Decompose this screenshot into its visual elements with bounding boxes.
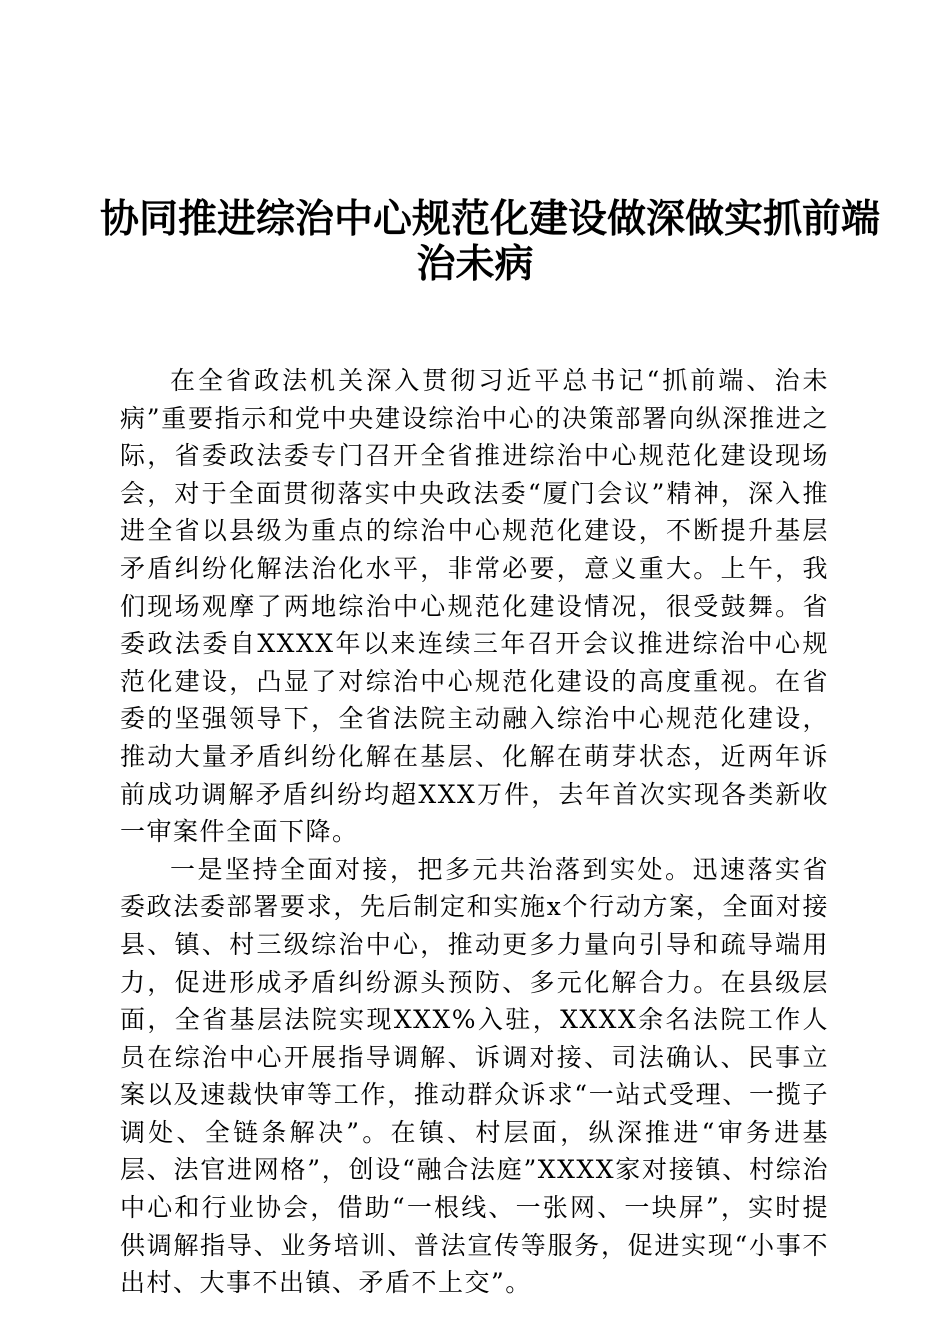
document-title-line-1: 协同推进综治中心规范化建设做深做实抓前端 bbox=[100, 196, 881, 243]
body-paragraph-1: 在全省政法机关深入贯彻习近平总书记“抓前端、治未病”重要指示和党中央建设综治中心的决策部署向纵深推进之际，省委政法委专门召开全省推进综治中心规范化建设现场会，对于全面贯彻落实中央政法委“厦门会议”精神，深入推进全省以县级为重点的综治中心规范化建设，不断提升基层矛盾纠纷化解法治化水平，非常必要，意义重大。上午，我们现场观摩了两地综治中心规范化建设情况，很受鼓舞。省委政法委自XXXX年以来连续三年召开会议推进综治中心规范化建设，凸显了对综治中心规范化建设的高度重视。在省委的坚强领导下，全省法院主动融入综治中心规范化建设，推动大量矛盾纠纷化解在基层、化解在萌芽状态，近两年诉前成功调解矛盾纠纷均超XXX万件，去年首次实现各类新收一审案件全面下降。 bbox=[120, 366, 829, 847]
document-title-line-2: 治未病 bbox=[416, 241, 534, 287]
document-body bbox=[120, 362, 829, 1302]
body-paragraph-2: 一是坚持全面对接，把多元共治落到实处。迅速落实省委政法委部署要求，先后制定和实施x个行动方案，全面对接县、镇、村三级综治中心，推动更多力量向引导和疏导端用力，促进形成矛盾纠纷源头预防、多元化解合力。在县级层面，全省基层法院实现XXX%入驻，XXXX余名法院工作人员在综治中心开展指导调解、诉调对接、司法确认、民事立案以及速裁快审等工作，推动群众诉求“一站式受理、一揽子调处、全链条解决”。在镇、村层面，纵深推进“审务进基层、法官进网格”，创设“融合法庭”XXXX家对接镇、村综治中心和行业协会，借助“一根线、一张网、一块屏”，实时提供调解指导、业务培训、普法宣传等服务，促进实现“小事不出村、大事不出镇、矛盾不上交”。 bbox=[120, 854, 829, 1298]
